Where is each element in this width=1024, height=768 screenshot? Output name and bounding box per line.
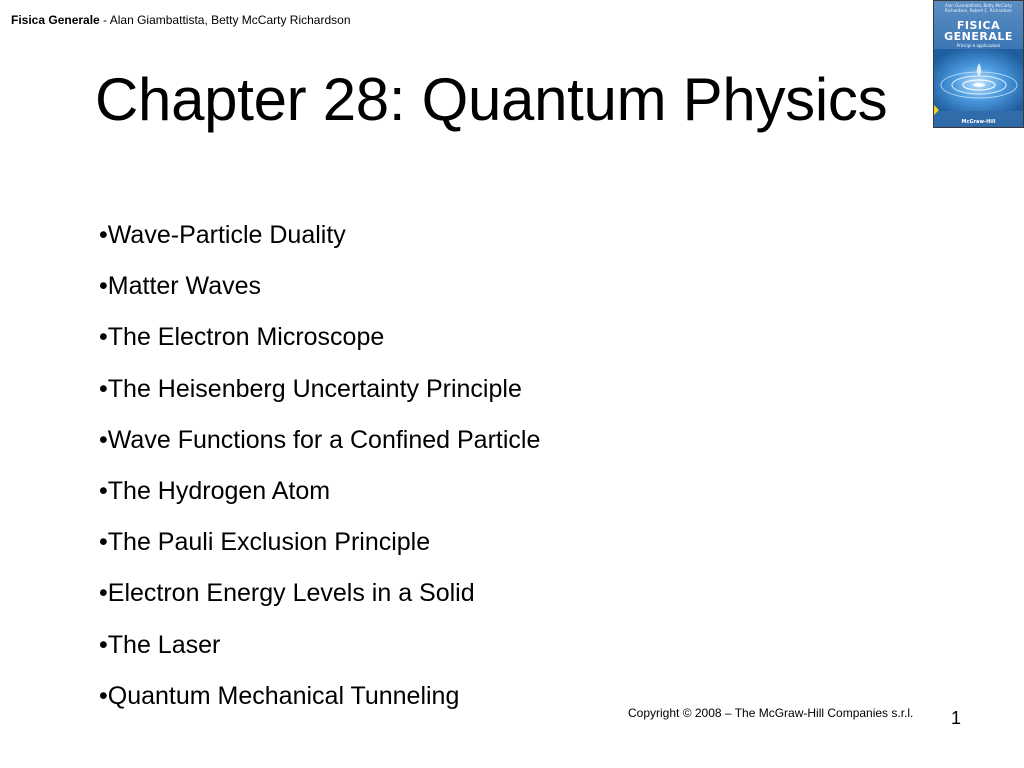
cover-accent-tab bbox=[934, 105, 939, 115]
topic-label: The Hydrogen Atom bbox=[107, 477, 331, 506]
topic-label: Matter Waves bbox=[107, 272, 262, 301]
topic-label: Wave-Particle Duality bbox=[107, 221, 346, 249]
topic-label: The Heisenberg Uncertainty Principle bbox=[107, 374, 522, 403]
topic-label: Quantum Mechanical Tunneling bbox=[107, 681, 460, 710]
bullet-icon: • bbox=[99, 272, 108, 301]
water-drop-icon bbox=[934, 49, 1023, 111]
book-cover-image bbox=[933, 0, 1024, 128]
cover-subtitle: Principi e applicazioni bbox=[956, 43, 1001, 48]
topic-list bbox=[99, 210, 540, 722]
topic-item bbox=[99, 415, 540, 466]
header-authors: Alan Giambattista, Betty McCarty Richardson bbox=[109, 13, 351, 27]
cover-authors: Alan Giambattista, Betty McCarty Richardson, Robert C. Richardson bbox=[944, 3, 1012, 13]
topic-label: The Electron Microscope bbox=[107, 323, 385, 352]
topic-item bbox=[99, 517, 540, 568]
cover-title bbox=[934, 20, 1023, 42]
topic-item bbox=[99, 261, 540, 312]
cover-title-line1: FISICA bbox=[956, 19, 1001, 32]
topic-item bbox=[99, 620, 540, 671]
topic-label: Wave Functions for a Confined Particle bbox=[107, 425, 541, 454]
cover-publisher: McGraw-Hill bbox=[961, 119, 996, 125]
topic-item bbox=[99, 466, 540, 517]
bullet-icon: • bbox=[99, 323, 108, 352]
running-header bbox=[11, 12, 351, 28]
topic-label: The Pauli Exclusion Principle bbox=[107, 528, 431, 557]
header-separator: - bbox=[99, 13, 110, 27]
topic-item bbox=[99, 568, 540, 619]
header-book-title: Fisica Generale bbox=[11, 13, 100, 27]
bullet-icon: • bbox=[99, 681, 108, 710]
topic-item bbox=[99, 312, 540, 363]
topic-item bbox=[99, 210, 540, 261]
bullet-icon: • bbox=[99, 528, 108, 557]
topic-label: Electron Energy Levels in a Solid bbox=[107, 579, 475, 608]
bullet-icon: • bbox=[99, 374, 108, 403]
bullet-icon: • bbox=[99, 630, 108, 659]
topic-label: The Laser bbox=[107, 630, 221, 659]
bullet-icon: • bbox=[99, 221, 108, 249]
bullet-icon: • bbox=[99, 425, 108, 454]
cover-title-line2: GENERALE bbox=[944, 30, 1013, 43]
page-number: 1 bbox=[951, 708, 962, 728]
slide-title: Chapter 28: Quantum Physics bbox=[95, 66, 888, 133]
bullet-icon: • bbox=[99, 477, 108, 506]
topic-item bbox=[99, 364, 540, 415]
bullet-icon: • bbox=[99, 579, 108, 608]
topic-item bbox=[99, 671, 540, 722]
copyright-notice: Copyright © 2008 – The McGraw-Hill Companies s.r.l. bbox=[628, 706, 914, 720]
